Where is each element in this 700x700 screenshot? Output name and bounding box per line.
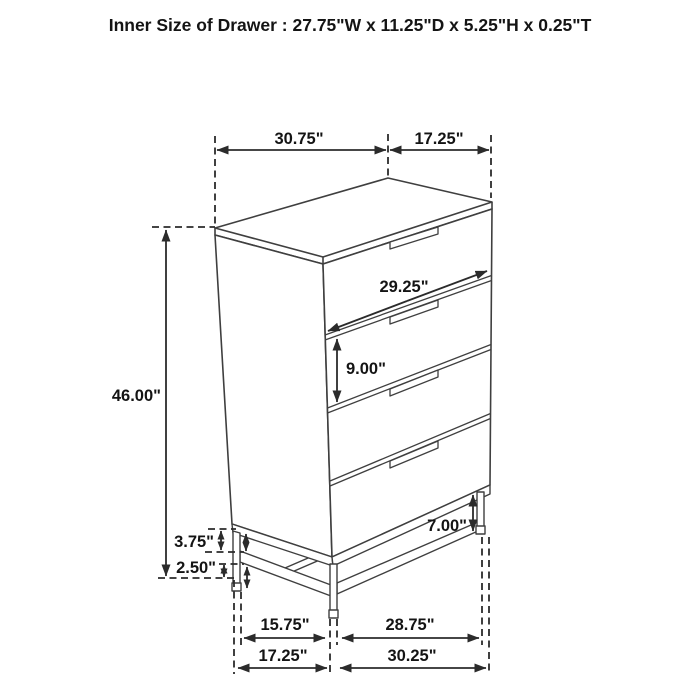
label-base-height: 7.00": [427, 517, 467, 535]
label-top-width: 30.75": [274, 130, 324, 148]
cabinet-left-panel: [215, 235, 332, 557]
label-apron-gap: 3.75": [174, 533, 214, 551]
label-drawer-spacing: 9.00": [346, 360, 386, 378]
label-base-outer-depth: 17.25": [258, 647, 308, 665]
chest: [215, 178, 492, 618]
label-stretcher-gap: 2.50": [176, 559, 216, 577]
label-overall-height: 46.00": [111, 387, 161, 405]
base-right-leg-foot: [476, 526, 485, 534]
base-front-leg-foot: [329, 610, 338, 618]
label-base-outer-width: 30.25": [387, 647, 437, 665]
label-top-depth: 17.25": [414, 130, 464, 148]
diagram-title: Inner Size of Drawer : 27.75"W x 11.25"D x 5.25"H x 0.25"T: [108, 15, 592, 35]
label-base-inner-depth: 15.75": [260, 616, 310, 634]
label-base-inner-width: 28.75": [385, 616, 435, 634]
base-front-leg: [330, 564, 337, 616]
label-drawer-width: 29.25": [379, 278, 429, 296]
